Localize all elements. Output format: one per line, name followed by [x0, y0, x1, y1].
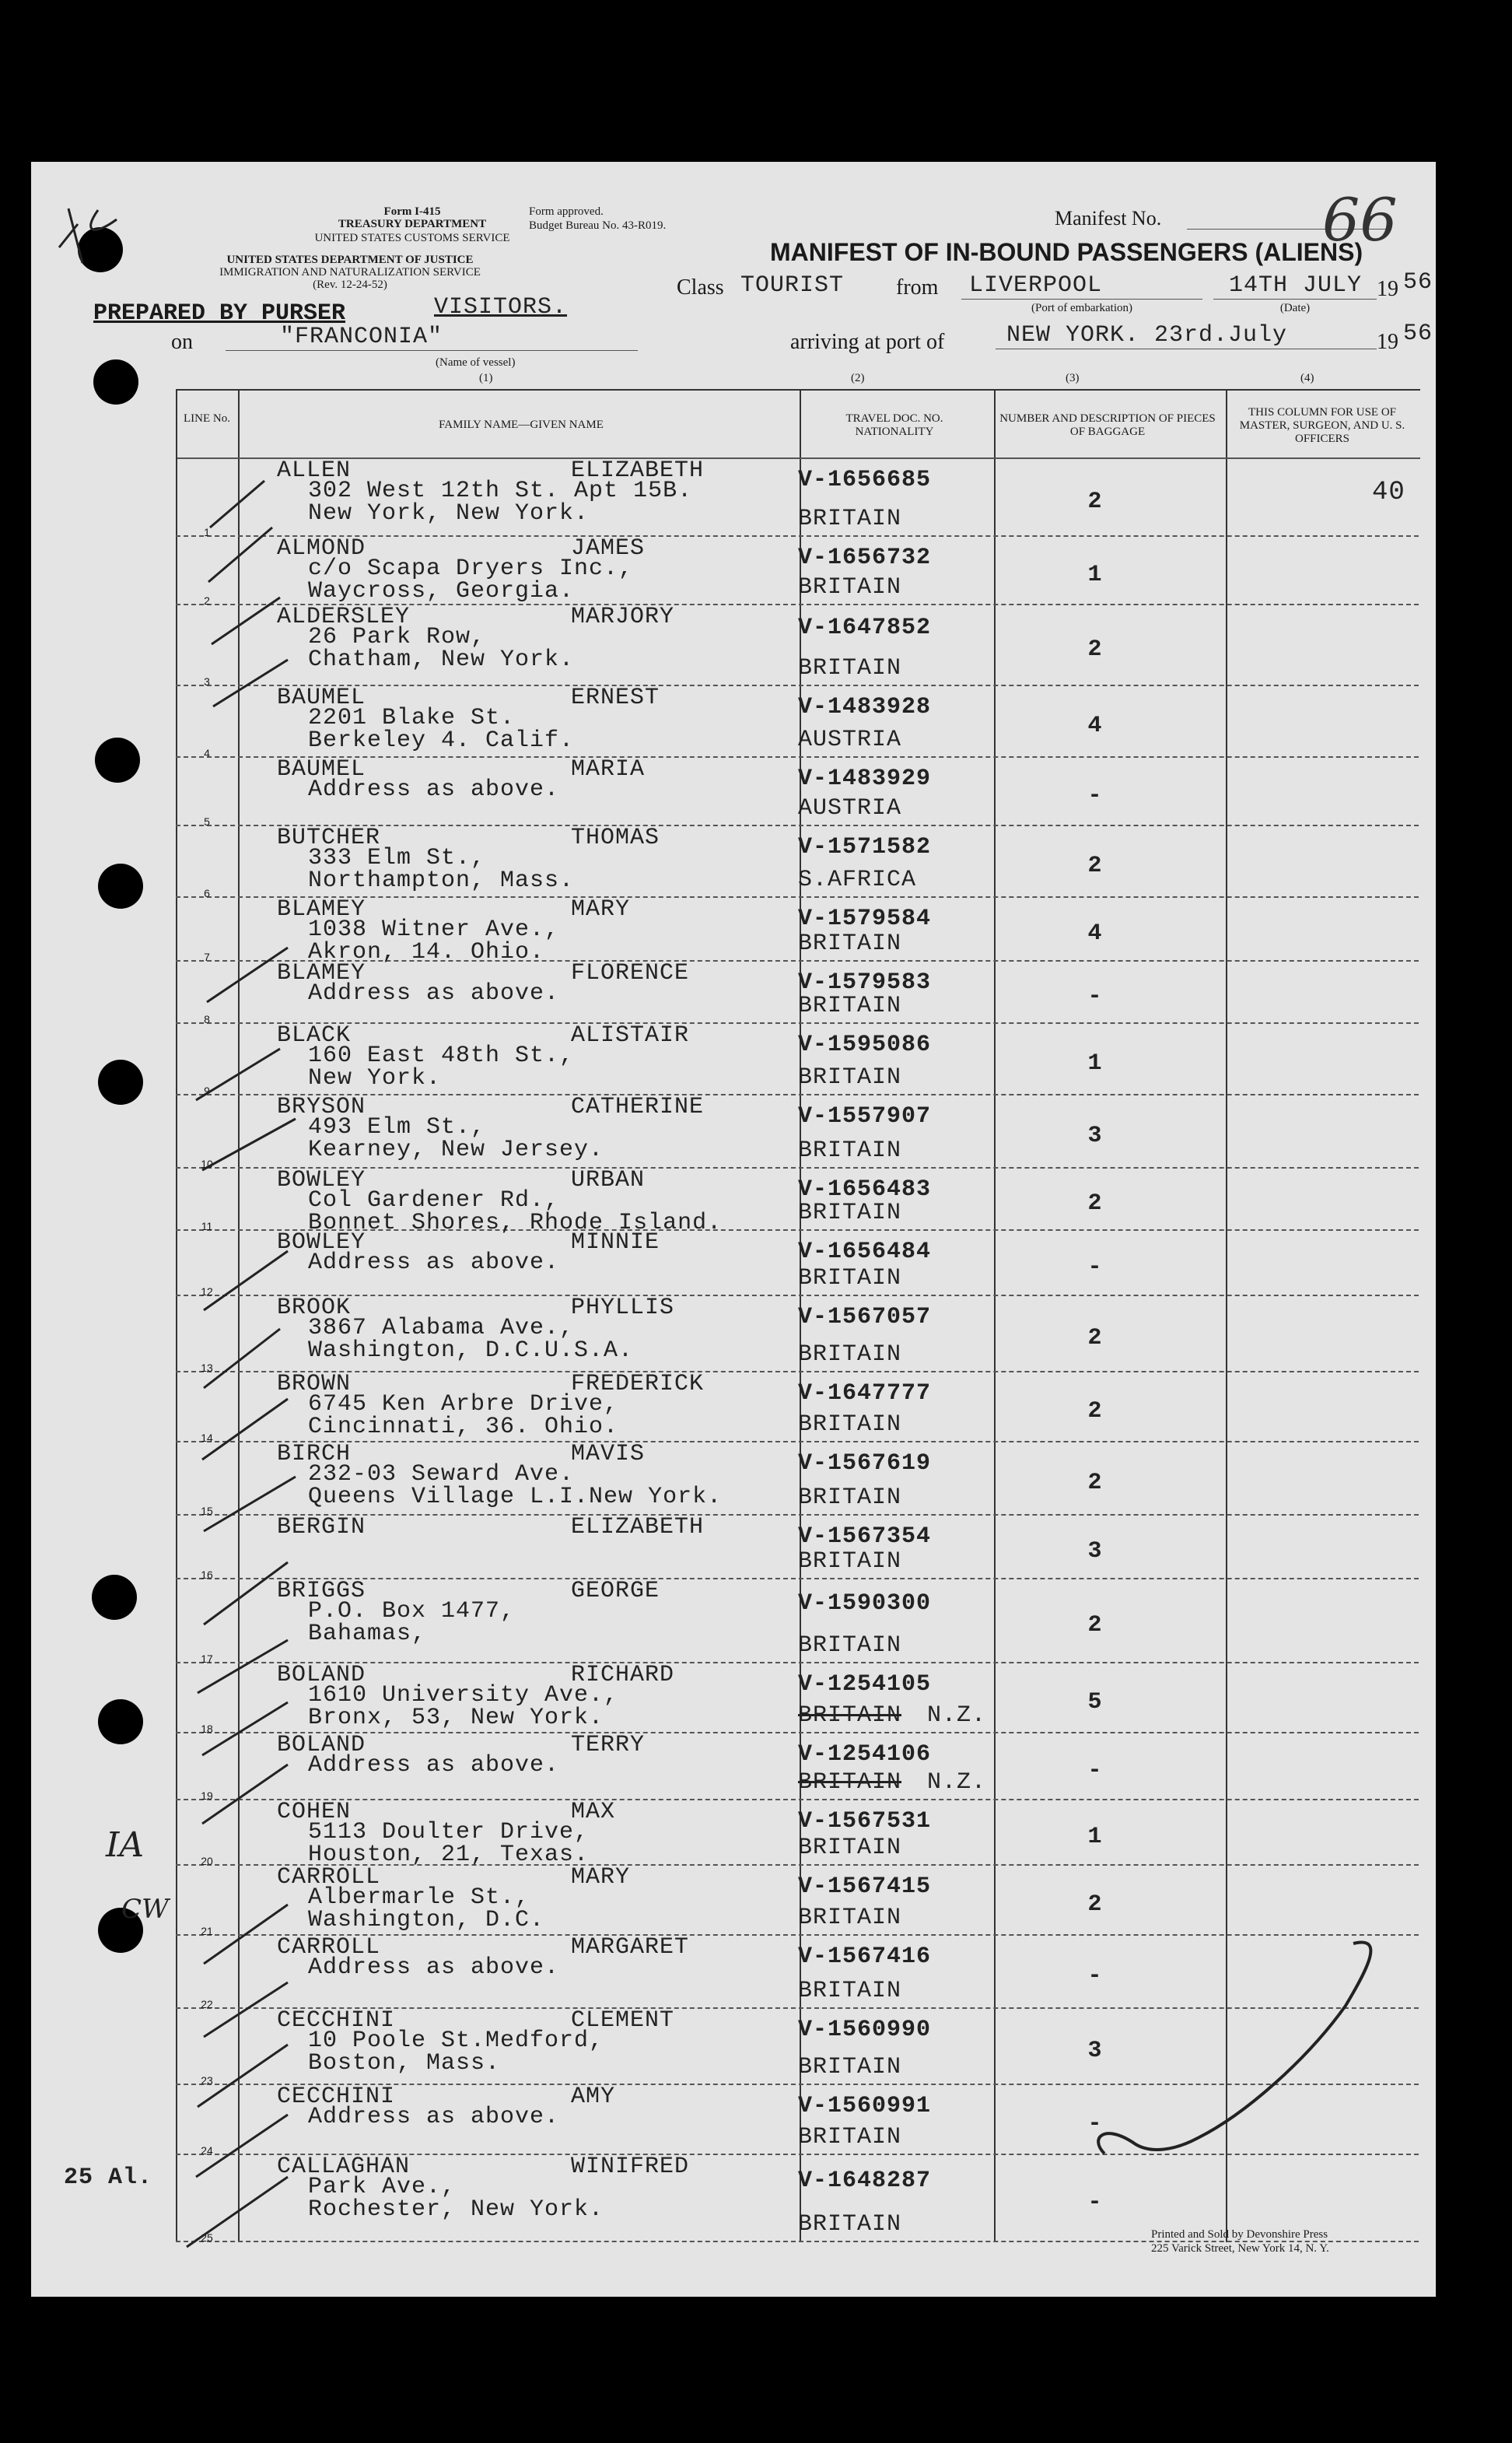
given-name: PHYLLIS	[571, 1295, 675, 1321]
visitors-note: VISITORS.	[434, 294, 568, 321]
baggage-count: 2	[1087, 1325, 1103, 1351]
family-name: BAUMEL	[277, 685, 366, 711]
check-mark	[196, 2115, 288, 2177]
date-value: 14TH JULY	[1229, 272, 1363, 299]
printer-line-2: 225 Varick Street, New York 14, N. Y.	[1151, 2242, 1329, 2255]
family-name: BOLAND	[277, 1662, 366, 1688]
baggage-count: 1	[1087, 1050, 1103, 1077]
nationality: BRITAIN	[798, 1137, 902, 1164]
line-number: 22	[201, 1998, 213, 2010]
travel-doc-no: V-1647852	[798, 615, 932, 641]
margin-ia: IA	[106, 1825, 145, 1865]
travel-doc-no: V-1579583	[798, 969, 932, 996]
printer-line-1: Printed and Sold by Devonshire Press	[1151, 2228, 1328, 2241]
line-number: 21	[201, 1925, 213, 1937]
address-line-2: Washington, D.C.U.S.A.	[308, 1337, 634, 1364]
address-line-1: 6745 Ken Arbre Drive,	[308, 1391, 619, 1418]
nationality: BRITAIN	[798, 1702, 902, 1729]
given-name: MARJORY	[571, 604, 675, 630]
line-number: 12	[201, 1285, 213, 1298]
family-name: BRIGGS	[277, 1578, 366, 1604]
manifest-title: MANIFEST OF IN-BOUND PASSENGERS (ALIENS)	[770, 238, 1363, 266]
baggage-count: -	[1087, 1963, 1103, 1989]
line-number: 3	[204, 675, 210, 688]
baggage-count: -	[1087, 783, 1103, 809]
check-mark	[202, 1399, 288, 1460]
check-mark	[208, 528, 272, 582]
address-line-2: Berkeley 4. Calif.	[308, 727, 575, 754]
line-number: 2	[204, 594, 210, 607]
check-mark	[204, 1905, 288, 1964]
baggage-count: 2	[1087, 1470, 1103, 1496]
given-name: MINNIE	[571, 1229, 660, 1256]
given-name: ELIZABETH	[571, 1514, 705, 1540]
address-line-1: c/o Scapa Dryers Inc.,	[308, 556, 634, 582]
given-name: MARY	[571, 896, 631, 923]
line-number: 17	[201, 1653, 213, 1665]
nationality: BRITAIN	[798, 1905, 902, 1931]
family-name: ALLEN	[277, 457, 352, 484]
family-name: BLAMEY	[277, 960, 366, 987]
check-mark	[204, 1562, 288, 1625]
nationality: BRITAIN	[798, 993, 902, 1019]
header-line-no: LINE No.	[184, 412, 230, 425]
family-name: BROWN	[277, 1371, 352, 1397]
check-mark	[198, 1640, 288, 1693]
col-num-3: (3)	[1066, 372, 1080, 384]
address-line-1: 2201 Blake St.	[308, 705, 516, 731]
family-name: BOLAND	[277, 1732, 366, 1758]
check-mark	[196, 1049, 280, 1100]
header-name: FAMILY NAME—GIVEN NAME	[439, 419, 604, 431]
given-name: TERRY	[571, 1732, 646, 1758]
baggage-count: -	[1087, 1254, 1103, 1281]
baggage-count: -	[1087, 2111, 1103, 2137]
margin-cw: CW	[121, 1894, 169, 1925]
address-line-1: 3867 Alabama Ave.,	[308, 1315, 575, 1341]
travel-doc-no: V-1567531	[798, 1808, 932, 1835]
address-line-1: 232-03 Seward Ave.	[308, 1461, 575, 1488]
family-name: BROOK	[277, 1295, 352, 1321]
nationality: BRITAIN	[798, 1978, 902, 2004]
family-name: CALLAGHAN	[277, 2154, 411, 2180]
form-approved: Form approved.	[529, 205, 604, 218]
family-name: BLACK	[277, 1022, 352, 1049]
nationality: BRITAIN	[798, 1484, 902, 1511]
travel-doc-no: V-1567354	[798, 1523, 932, 1550]
travel-doc-no: V-1483928	[798, 694, 932, 720]
line-number: 4	[204, 747, 210, 759]
check-mark	[210, 481, 264, 528]
given-name: CATHERINE	[571, 1094, 705, 1120]
line-number: 20	[201, 1855, 213, 1867]
travel-doc-no: V-1656484	[798, 1239, 932, 1265]
nationality: BRITAIN	[798, 1200, 902, 1226]
address-line-1: 302 West 12th St. Apt 15B.	[308, 478, 693, 504]
given-name: RICHARD	[571, 1662, 675, 1688]
baggage-count: 2	[1087, 1398, 1103, 1425]
travel-doc-no: V-1560990	[798, 2017, 932, 2043]
vessel-caption: (Name of vessel)	[436, 356, 516, 369]
given-name: THOMAS	[571, 825, 660, 851]
nationality: BRITAIN	[798, 1769, 902, 1796]
travel-doc-no: V-1648287	[798, 2168, 932, 2194]
nationality: BRITAIN	[798, 931, 902, 957]
given-name: ELIZABETH	[571, 457, 705, 484]
nationality: AUSTRIA	[798, 727, 902, 753]
address-line-2: Washington, D.C.	[308, 1907, 545, 1933]
nationality: BRITAIN	[798, 574, 902, 601]
address-line-1: Address as above.	[308, 776, 560, 803]
nationality: S.AFRICA	[798, 867, 917, 893]
check-mark	[207, 948, 288, 1002]
customs-service: UNITED STATES CUSTOMS SERVICE	[314, 232, 510, 244]
address-line-1: Albermarle St.,	[308, 1884, 530, 1911]
year-2: 56	[1403, 321, 1433, 347]
nationality: BRITAIN	[798, 1548, 902, 1575]
check-mark	[213, 660, 288, 706]
baggage-count: 2	[1087, 1190, 1103, 1217]
address-line-1: 160 East 48th St.,	[308, 1043, 575, 1069]
manifest-page	[31, 162, 1436, 2297]
given-name: MARGARET	[571, 1934, 690, 1961]
check-mark	[198, 2045, 288, 2107]
nationality: AUSTRIA	[798, 795, 902, 822]
budget-bureau: Budget Bureau No. 43-R019.	[529, 219, 667, 232]
nationality: BRITAIN	[798, 655, 902, 682]
margin-total: 25 Al.	[64, 2164, 153, 2191]
address-line-2: New York.	[308, 1065, 442, 1092]
address-line-2: Boston, Mass.	[308, 2050, 501, 2077]
address-line-1: Col Gardener Rd.,	[308, 1187, 560, 1214]
form-number: Form I-415	[383, 205, 441, 218]
given-name: WINIFRED	[571, 2154, 690, 2180]
nationality: BRITAIN	[798, 1064, 902, 1091]
handwritten-marks	[31, 162, 1436, 2297]
baggage-count: 2	[1087, 1612, 1103, 1639]
from-label: from	[896, 275, 939, 300]
family-name: CECCHINI	[277, 2007, 396, 2034]
from-value: LIVERPOOL	[969, 272, 1103, 299]
nationality: BRITAIN	[798, 1265, 902, 1292]
travel-doc-no: V-1571582	[798, 834, 932, 860]
family-name: BERGIN	[277, 1514, 366, 1540]
given-name: ERNEST	[571, 685, 660, 711]
address-line-2: Bronx, 53, New York.	[308, 1705, 604, 1731]
travel-doc-no: V-1483929	[798, 766, 932, 792]
manifest-no-value: 66	[1322, 185, 1398, 254]
address-line-1: 10 Poole St.Medford,	[308, 2028, 604, 2054]
line-number: 14	[201, 1432, 213, 1444]
baggage-count: -	[1087, 2189, 1103, 2216]
address-line-2: New York, New York.	[308, 500, 590, 527]
line-number: 18	[201, 1723, 213, 1735]
line-number: 1	[204, 526, 210, 538]
prepared-by: PREPARED BY PURSER	[93, 300, 346, 327]
family-name: BOWLEY	[277, 1229, 366, 1256]
nationality: BRITAIN	[798, 2211, 902, 2238]
family-name: BOWLEY	[277, 1167, 366, 1193]
address-line-2: Northampton, Mass.	[308, 867, 575, 894]
address-line-2: Houston, 21, Texas.	[308, 1842, 590, 1868]
given-name: CLEMENT	[571, 2007, 675, 2034]
signature	[1098, 1942, 1370, 2154]
class-label: Class	[677, 275, 724, 300]
family-name: BUTCHER	[277, 825, 381, 851]
line-number: 19	[201, 1789, 213, 1802]
given-name: MAVIS	[571, 1441, 646, 1467]
address-line-2: Bahamas,	[308, 1621, 427, 1647]
address-line-1: 26 Park Row,	[308, 624, 486, 650]
family-name: CECCHINI	[277, 2084, 396, 2110]
nationality: BRITAIN	[798, 506, 902, 532]
ins-service: IMMIGRATION AND NATURALIZATION SERVICE	[219, 266, 481, 279]
check-mark	[212, 598, 280, 644]
check-mark	[204, 1329, 280, 1388]
line-number: 7	[204, 951, 210, 963]
initial-mark	[59, 209, 117, 263]
travel-doc-no: V-1595086	[798, 1032, 932, 1058]
address-line-1: P.O. Box 1477,	[308, 1598, 516, 1625]
class-value: TOURIST	[740, 272, 845, 299]
given-name: MARY	[571, 1864, 631, 1891]
address-line-1: 493 Elm St.,	[308, 1114, 486, 1141]
line-number: 16	[201, 1568, 213, 1581]
header-officers: THIS COLUMN FOR USE OF MASTER, SURGEON, AND U. S. OFFICERS	[1239, 406, 1405, 445]
given-name: GEORGE	[571, 1578, 660, 1604]
address-line-2: Cincinnati, 36. Ohio.	[308, 1414, 619, 1440]
travel-doc-no: V-1656732	[798, 545, 932, 571]
year-1: 56	[1403, 269, 1433, 296]
baggage-count: 4	[1087, 713, 1103, 739]
dept-justice: UNITED STATES DEPARTMENT OF JUSTICE	[226, 254, 474, 266]
travel-doc-no: V-1560991	[798, 2093, 932, 2119]
nationality-note: N.Z.	[927, 1702, 987, 1729]
travel-doc-no: V-1567057	[798, 1304, 932, 1330]
rev-date: (Rev. 12-24-52)	[313, 279, 387, 291]
year-prefix-1: 19	[1377, 277, 1398, 301]
nationality: BRITAIN	[798, 1835, 902, 1861]
address-line-1: 333 Elm St.,	[308, 845, 486, 871]
date-caption: (Date)	[1279, 302, 1311, 314]
baggage-count: 1	[1087, 1824, 1103, 1850]
officer-note: 40	[1372, 478, 1405, 507]
given-name: JAMES	[571, 535, 646, 562]
nationality-note: N.Z.	[927, 1769, 987, 1796]
check-mark	[202, 1119, 296, 1170]
baggage-count: 1	[1087, 562, 1103, 588]
year-prefix-2: 19	[1377, 330, 1398, 354]
line-number: 11	[201, 1220, 213, 1232]
given-name: FREDERICK	[571, 1371, 705, 1397]
arriving-label: arriving at port of	[790, 330, 945, 354]
address-line-2: Kearney, New Jersey.	[308, 1137, 604, 1163]
line-number: 25	[201, 2231, 213, 2244]
arriving-value: NEW YORK. 23rd.July	[1006, 322, 1288, 349]
address-line-1: 1610 University Ave.,	[308, 1682, 619, 1709]
given-name: MAX	[571, 1799, 616, 1825]
check-mark	[204, 1477, 296, 1531]
travel-doc-no: V-1579584	[798, 906, 932, 932]
header-baggage: NUMBER AND DESCRIPTION OF PIECES OF BAGGAGE	[999, 412, 1216, 438]
family-name: ALMOND	[277, 535, 366, 562]
baggage-count: 5	[1087, 1689, 1103, 1716]
address-line-1: 5113 Doulter Drive,	[308, 1819, 590, 1845]
check-mark	[202, 1765, 288, 1824]
travel-doc-no: V-1567619	[798, 1450, 932, 1477]
baggage-count: 2	[1087, 636, 1103, 663]
given-name: URBAN	[571, 1167, 646, 1193]
baggage-count: 3	[1087, 1538, 1103, 1565]
line-number: 24	[201, 2144, 213, 2157]
family-name: BLAMEY	[277, 896, 366, 923]
family-name: COHEN	[277, 1799, 352, 1825]
baggage-count: 2	[1087, 853, 1103, 879]
line-number: 9	[204, 1085, 210, 1097]
address-line-1: Address as above.	[308, 1250, 560, 1276]
travel-doc-no: V-1557907	[798, 1103, 932, 1130]
address-line-2: Rochester, New York.	[308, 2196, 604, 2223]
travel-doc-no: V-1567415	[798, 1873, 932, 1900]
line-number: 5	[204, 815, 210, 828]
baggage-count: 2	[1087, 489, 1103, 515]
on-label: on	[171, 330, 193, 354]
treasury-dept: TREASURY DEPARTMENT	[338, 218, 487, 230]
family-name: CARROLL	[277, 1934, 381, 1961]
family-name: BIRCH	[277, 1441, 352, 1467]
address-line-1: Address as above.	[308, 1752, 560, 1779]
given-name: AMY	[571, 2084, 616, 2110]
family-name: CARROLL	[277, 1864, 381, 1891]
line-number: 10	[201, 1158, 213, 1170]
baggage-count: -	[1087, 1758, 1103, 1784]
address-line-2: Queens Village L.I.New York.	[308, 1484, 723, 1510]
travel-doc-no: V-1656685	[798, 467, 932, 493]
travel-doc-no: V-1647777	[798, 1380, 932, 1407]
address-line-1: Address as above.	[308, 1954, 560, 1981]
baggage-count: 3	[1087, 2038, 1103, 2064]
line-number: 8	[204, 1013, 210, 1025]
header-doc: TRAVEL DOC. NO. NATIONALITY	[845, 412, 943, 438]
baggage-count: 4	[1087, 920, 1103, 947]
travel-doc-no: V-1590300	[798, 1590, 932, 1617]
baggage-count: 2	[1087, 1891, 1103, 1918]
address-line-1: Address as above.	[308, 2104, 560, 2130]
nationality: BRITAIN	[798, 1341, 902, 1368]
family-name: ALDERSLEY	[277, 604, 411, 630]
given-name: MARIA	[571, 756, 646, 783]
check-mark	[202, 1702, 288, 1755]
check-mark	[204, 1251, 288, 1310]
check-mark	[187, 2177, 288, 2247]
col-num-2: (2)	[851, 372, 865, 384]
address-line-1: Park Ave.,	[308, 2174, 457, 2200]
line-number: 15	[201, 1505, 213, 1517]
given-name: ALISTAIR	[571, 1022, 690, 1049]
address-line-1: 1038 Witner Ave.,	[308, 917, 560, 943]
address-line-2: Chatham, New York.	[308, 647, 575, 673]
nationality: BRITAIN	[798, 1411, 902, 1438]
nationality: BRITAIN	[798, 1632, 902, 1659]
nationality: BRITAIN	[798, 2054, 902, 2080]
travel-doc-no: V-1254106	[798, 1741, 932, 1768]
travel-doc-no: V-1656483	[798, 1176, 932, 1203]
address-line-2: Waycross, Georgia.	[308, 578, 575, 605]
col-num-4: (4)	[1300, 372, 1314, 384]
given-name: FLORENCE	[571, 960, 690, 987]
address-line-1: Address as above.	[308, 980, 560, 1007]
manifest-no-label: Manifest No.	[1055, 207, 1162, 230]
baggage-count: -	[1087, 983, 1103, 1010]
col-num-1: (1)	[479, 372, 493, 384]
port-caption: (Port of embarkation)	[1031, 302, 1132, 314]
vessel-name: "FRANCONIA"	[280, 324, 443, 350]
line-number: 13	[201, 1362, 213, 1374]
travel-doc-no: V-1567416	[798, 1944, 932, 1970]
line-number: 6	[204, 887, 210, 899]
family-name: BAUMEL	[277, 756, 366, 783]
nationality: BRITAIN	[798, 2124, 902, 2150]
address-line-2: Akron, 14. Ohio.	[308, 939, 545, 966]
travel-doc-no: V-1254105	[798, 1671, 932, 1698]
line-number: 23	[201, 2074, 213, 2087]
check-mark	[204, 1982, 288, 2037]
family-name: BRYSON	[277, 1094, 366, 1120]
baggage-count: 3	[1087, 1123, 1103, 1149]
address-line-2: Bonnet Shores, Rhode Island.	[308, 1210, 723, 1236]
